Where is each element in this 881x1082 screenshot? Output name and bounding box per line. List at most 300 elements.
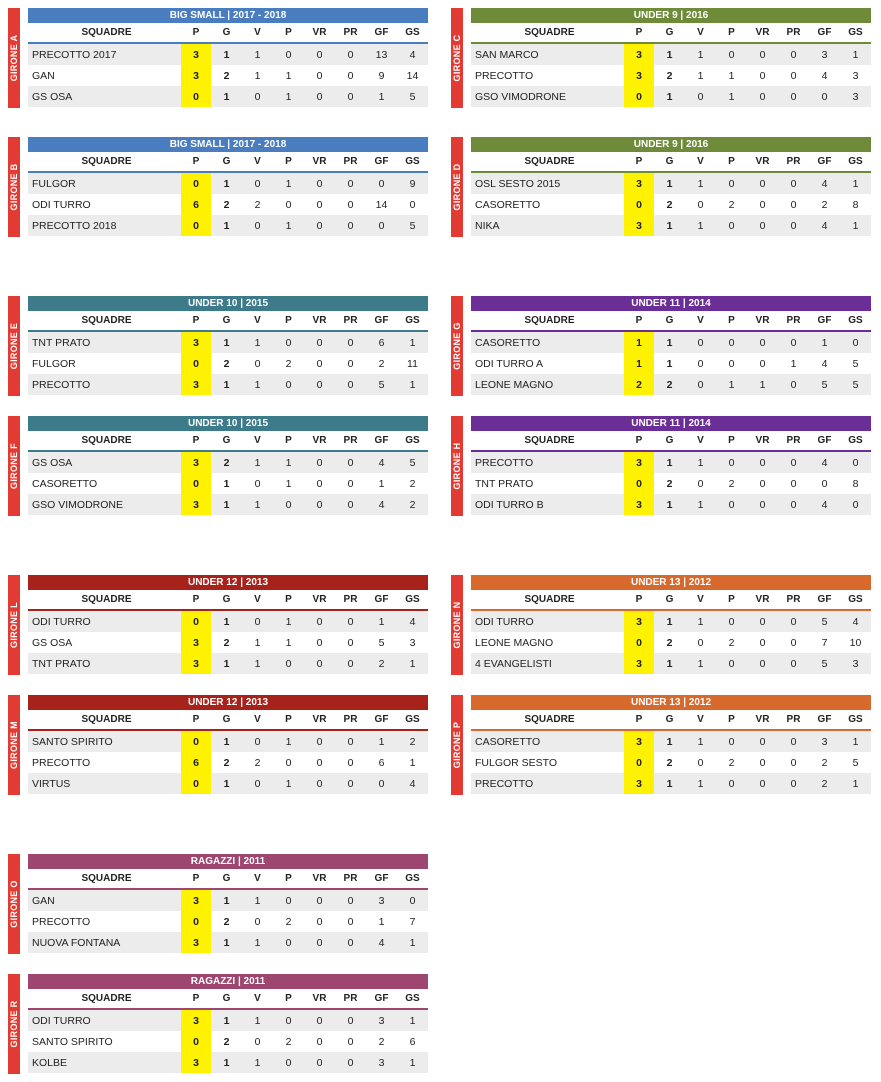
stat-cell: 0 bbox=[347, 378, 354, 391]
stat-cell: 1 bbox=[285, 69, 292, 82]
stat-cell: 4 bbox=[378, 498, 385, 511]
table-title: UNDER 9 | 2016 bbox=[471, 137, 871, 152]
stat-cell: 0 bbox=[759, 48, 766, 61]
team-name: PRECOTTO bbox=[475, 456, 534, 469]
column-header: V bbox=[697, 594, 704, 605]
stat-cell: 2 bbox=[409, 735, 416, 748]
standings-group bbox=[451, 416, 871, 516]
stat-cell: 0 bbox=[316, 69, 323, 82]
table-row bbox=[28, 215, 428, 236]
stat-cell: 0 bbox=[728, 615, 735, 628]
stat-cell: 0 bbox=[697, 378, 704, 391]
stat-cell: 0 bbox=[759, 90, 766, 103]
standings-group bbox=[8, 416, 428, 516]
standings-table bbox=[471, 416, 871, 515]
column-header: GS bbox=[405, 714, 420, 725]
stat-cell: 0 bbox=[790, 498, 797, 511]
stat-cell: 0 bbox=[254, 915, 261, 928]
points-cell bbox=[181, 215, 211, 236]
stat-cell: 4 bbox=[378, 936, 385, 949]
stat-cell: 0 bbox=[790, 378, 797, 391]
games-played: 2 bbox=[223, 1035, 230, 1048]
header-row bbox=[28, 311, 428, 332]
points-value: 1 bbox=[624, 353, 654, 374]
team-name: CASORETTO bbox=[475, 198, 541, 211]
column-header: PR bbox=[343, 594, 358, 605]
standings-group bbox=[8, 8, 428, 108]
team-name: FULGOR SESTO bbox=[475, 756, 558, 769]
column-header: V bbox=[254, 435, 261, 446]
standings-table bbox=[471, 296, 871, 395]
games-played: 1 bbox=[666, 177, 673, 190]
column-header: GF bbox=[374, 594, 389, 605]
table-title: UNDER 12 | 2013 bbox=[28, 575, 428, 590]
stat-cell: 0 bbox=[254, 477, 261, 490]
stat-cell: 1 bbox=[697, 69, 704, 82]
games-played: 2 bbox=[223, 756, 230, 769]
column-header: GS bbox=[405, 315, 420, 326]
stat-cell: 0 bbox=[759, 357, 766, 370]
stat-cell: 0 bbox=[697, 756, 704, 769]
standings-table bbox=[28, 137, 428, 236]
column-header: P bbox=[192, 156, 200, 167]
column-header: P bbox=[635, 435, 643, 446]
column-header: PR bbox=[786, 315, 801, 326]
standings-group bbox=[451, 8, 871, 108]
points-value: 3 bbox=[624, 494, 654, 515]
stat-cell: 0 bbox=[347, 456, 354, 469]
stat-cell: 1 bbox=[409, 378, 416, 391]
stat-cell: 0 bbox=[759, 177, 766, 190]
games-played: 1 bbox=[666, 615, 673, 628]
team-name: ODI TURRO A bbox=[475, 357, 544, 370]
column-header: GS bbox=[405, 594, 420, 605]
points-value: 2 bbox=[624, 374, 654, 395]
points-value: 6 bbox=[181, 194, 211, 215]
column-header: V bbox=[254, 156, 261, 167]
points-value: 0 bbox=[181, 86, 211, 107]
stat-cell: 4 bbox=[821, 498, 828, 511]
table-row bbox=[28, 653, 428, 674]
stat-cell: 0 bbox=[347, 777, 354, 790]
stat-cell: 0 bbox=[254, 735, 261, 748]
points-value: 3 bbox=[624, 44, 654, 65]
girone-label bbox=[8, 137, 20, 237]
header-row bbox=[28, 710, 428, 731]
column-header: G bbox=[222, 435, 231, 446]
stat-cell: 2 bbox=[285, 915, 292, 928]
column-header: GF bbox=[374, 315, 389, 326]
stat-cell: 0 bbox=[285, 1056, 292, 1069]
team-name: ODI TURRO bbox=[32, 198, 91, 211]
stat-cell: 1 bbox=[378, 615, 385, 628]
points-value: 1 bbox=[624, 332, 654, 353]
stat-cell: 0 bbox=[728, 498, 735, 511]
column-header: G bbox=[665, 156, 674, 167]
column-header: GS bbox=[405, 27, 420, 38]
stat-cell: 0 bbox=[852, 456, 859, 469]
header-row bbox=[28, 989, 428, 1010]
standings-table bbox=[471, 137, 871, 236]
stat-cell: 0 bbox=[316, 657, 323, 670]
table-row bbox=[471, 194, 871, 215]
team-name: GS OSA bbox=[32, 90, 73, 103]
stat-cell: 0 bbox=[790, 657, 797, 670]
stat-cell: 0 bbox=[409, 198, 416, 211]
games-played: 1 bbox=[223, 90, 230, 103]
stat-cell: 1 bbox=[409, 1056, 416, 1069]
stat-cell: 0 bbox=[790, 69, 797, 82]
team-name: PRECOTTO 2018 bbox=[32, 219, 117, 232]
games-played: 1 bbox=[666, 735, 673, 748]
column-header: GS bbox=[848, 594, 863, 605]
games-played: 2 bbox=[666, 69, 673, 82]
table-row bbox=[28, 932, 428, 953]
stat-cell: 0 bbox=[347, 915, 354, 928]
column-header: P bbox=[192, 435, 200, 446]
column-header: PR bbox=[786, 27, 801, 38]
stat-cell: 1 bbox=[378, 477, 385, 490]
points-cell bbox=[181, 731, 211, 752]
stat-cell: 1 bbox=[254, 378, 261, 391]
column-header: SQUADRE bbox=[81, 156, 132, 167]
table-title: RAGAZZI | 2011 bbox=[28, 974, 428, 989]
points-value: 0 bbox=[181, 773, 211, 794]
column-header: P bbox=[728, 315, 735, 326]
table-title: BIG SMALL | 2017 - 2018 bbox=[28, 8, 428, 23]
points-value: 3 bbox=[181, 374, 211, 395]
stat-cell: 0 bbox=[285, 756, 292, 769]
points-cell bbox=[181, 752, 211, 773]
stat-cell: 1 bbox=[254, 1056, 261, 1069]
girone-label-text: GIRONE M bbox=[9, 721, 19, 769]
column-header: P bbox=[728, 594, 735, 605]
table-row bbox=[28, 353, 428, 374]
stat-cell: 0 bbox=[728, 357, 735, 370]
stat-cell: 2 bbox=[728, 636, 735, 649]
column-header: VR bbox=[312, 27, 327, 38]
stat-cell: 0 bbox=[347, 177, 354, 190]
column-header: G bbox=[222, 993, 231, 1004]
games-played: 1 bbox=[223, 735, 230, 748]
girone-label bbox=[451, 575, 463, 675]
header-row bbox=[28, 590, 428, 611]
stat-cell: 14 bbox=[375, 198, 388, 211]
column-header: VR bbox=[755, 156, 770, 167]
table-row bbox=[471, 215, 871, 236]
column-header: P bbox=[285, 594, 292, 605]
team-name: CASORETTO bbox=[475, 336, 541, 349]
games-played: 1 bbox=[223, 477, 230, 490]
column-header: SQUADRE bbox=[81, 993, 132, 1004]
stat-cell: 1 bbox=[409, 657, 416, 670]
header-row bbox=[471, 710, 871, 731]
girone-label bbox=[8, 854, 20, 954]
stat-cell: 1 bbox=[728, 90, 735, 103]
stat-cell: 1 bbox=[254, 48, 261, 61]
stat-cell: 0 bbox=[697, 357, 704, 370]
points-value: 3 bbox=[181, 932, 211, 953]
stat-cell: 0 bbox=[347, 498, 354, 511]
header-row bbox=[28, 23, 428, 44]
points-cell bbox=[181, 374, 211, 395]
girone-label-text: GIRONE D bbox=[452, 163, 462, 211]
column-header: PR bbox=[786, 714, 801, 725]
games-played: 2 bbox=[223, 69, 230, 82]
stat-cell: 1 bbox=[285, 219, 292, 232]
header-row bbox=[471, 311, 871, 332]
points-value: 3 bbox=[624, 611, 654, 632]
column-header: G bbox=[665, 435, 674, 446]
table-row bbox=[471, 611, 871, 632]
table-title: BIG SMALL | 2017 - 2018 bbox=[28, 137, 428, 152]
stat-cell: 1 bbox=[254, 657, 261, 670]
table-title: UNDER 9 | 2016 bbox=[471, 8, 871, 23]
table-row bbox=[28, 194, 428, 215]
games-played: 1 bbox=[223, 777, 230, 790]
stat-cell: 1 bbox=[728, 378, 735, 391]
table-row bbox=[28, 911, 428, 932]
column-header: V bbox=[697, 156, 704, 167]
stat-cell: 2 bbox=[285, 1035, 292, 1048]
column-header: P bbox=[635, 315, 643, 326]
stat-cell: 6 bbox=[378, 756, 385, 769]
stat-cell: 0 bbox=[728, 336, 735, 349]
column-header: SQUADRE bbox=[524, 27, 575, 38]
stat-cell: 0 bbox=[254, 177, 261, 190]
column-header: VR bbox=[755, 714, 770, 725]
team-name: SANTO SPIRITO bbox=[32, 1035, 113, 1048]
standings-group bbox=[8, 974, 428, 1074]
column-header: GF bbox=[817, 594, 832, 605]
stat-cell: 1 bbox=[728, 69, 735, 82]
stat-cell: 3 bbox=[409, 636, 416, 649]
table-title: UNDER 12 | 2013 bbox=[28, 695, 428, 710]
games-played: 2 bbox=[666, 477, 673, 490]
points-value: 6 bbox=[181, 752, 211, 773]
stat-cell: 5 bbox=[409, 219, 416, 232]
stat-cell: 0 bbox=[316, 48, 323, 61]
games-played: 2 bbox=[666, 636, 673, 649]
stat-cell: 0 bbox=[409, 894, 416, 907]
table-row bbox=[471, 173, 871, 194]
stat-cell: 1 bbox=[285, 477, 292, 490]
stat-cell: 0 bbox=[759, 615, 766, 628]
stat-cell: 8 bbox=[852, 198, 859, 211]
stat-cell: 0 bbox=[347, 69, 354, 82]
stat-cell: 0 bbox=[254, 615, 261, 628]
column-header: P bbox=[728, 156, 735, 167]
points-cell bbox=[181, 332, 211, 353]
column-header: P bbox=[728, 435, 735, 446]
column-header: PR bbox=[343, 435, 358, 446]
table-row bbox=[28, 632, 428, 653]
header-row bbox=[471, 431, 871, 452]
column-header: P bbox=[285, 993, 292, 1004]
stat-cell: 1 bbox=[790, 357, 797, 370]
team-name: TNT PRATO bbox=[32, 336, 91, 349]
stat-cell: 0 bbox=[790, 198, 797, 211]
points-value: 0 bbox=[181, 173, 211, 194]
stat-cell: 4 bbox=[409, 48, 416, 61]
stat-cell: 1 bbox=[852, 777, 859, 790]
stat-cell: 5 bbox=[378, 378, 385, 391]
column-header: P bbox=[635, 156, 643, 167]
column-header: VR bbox=[312, 993, 327, 1004]
stat-cell: 0 bbox=[790, 90, 797, 103]
team-name: PRECOTTO bbox=[475, 69, 534, 82]
team-name: KOLBE bbox=[32, 1056, 68, 1069]
stat-cell: 1 bbox=[697, 177, 704, 190]
games-played: 2 bbox=[223, 915, 230, 928]
games-played: 2 bbox=[223, 636, 230, 649]
games-played: 1 bbox=[223, 498, 230, 511]
stat-cell: 0 bbox=[316, 456, 323, 469]
stat-cell: 0 bbox=[285, 198, 292, 211]
stat-cell: 3 bbox=[852, 90, 859, 103]
team-name: CASORETTO bbox=[475, 735, 541, 748]
table-row bbox=[28, 1010, 428, 1031]
team-name: LEONE MAGNO bbox=[475, 636, 554, 649]
stat-cell: 1 bbox=[409, 936, 416, 949]
column-header: GF bbox=[374, 435, 389, 446]
table-title: UNDER 10 | 2015 bbox=[28, 416, 428, 431]
stat-cell: 13 bbox=[375, 48, 388, 61]
stat-cell: 0 bbox=[316, 777, 323, 790]
standings-table bbox=[471, 8, 871, 107]
standings-table bbox=[471, 695, 871, 794]
games-played: 1 bbox=[666, 336, 673, 349]
stat-cell: 1 bbox=[852, 48, 859, 61]
column-header: GF bbox=[817, 156, 832, 167]
team-name: TNT PRATO bbox=[475, 477, 534, 490]
table-title: UNDER 10 | 2015 bbox=[28, 296, 428, 311]
table-row bbox=[471, 86, 871, 107]
standings-table bbox=[28, 416, 428, 515]
points-cell bbox=[624, 632, 654, 653]
stat-cell: 3 bbox=[378, 1056, 385, 1069]
games-played: 1 bbox=[223, 48, 230, 61]
column-header: G bbox=[222, 714, 231, 725]
stat-cell: 0 bbox=[316, 357, 323, 370]
stat-cell: 2 bbox=[378, 657, 385, 670]
stat-cell: 0 bbox=[316, 615, 323, 628]
stat-cell: 10 bbox=[849, 636, 862, 649]
stat-cell: 7 bbox=[821, 636, 828, 649]
column-header: GS bbox=[405, 435, 420, 446]
stat-cell: 0 bbox=[759, 477, 766, 490]
stat-cell: 2 bbox=[728, 198, 735, 211]
table-title: UNDER 11 | 2014 bbox=[471, 416, 871, 431]
stat-cell: 1 bbox=[285, 90, 292, 103]
column-header: P bbox=[192, 714, 200, 725]
team-name: VIRTUS bbox=[32, 777, 71, 790]
points-cell bbox=[181, 1010, 211, 1031]
stat-cell: 2 bbox=[409, 498, 416, 511]
stat-cell: 1 bbox=[697, 48, 704, 61]
column-header: V bbox=[254, 714, 261, 725]
column-header: G bbox=[665, 315, 674, 326]
points-cell bbox=[181, 194, 211, 215]
column-header: G bbox=[665, 27, 674, 38]
games-played: 1 bbox=[666, 219, 673, 232]
column-header: G bbox=[222, 156, 231, 167]
points-value: 3 bbox=[181, 653, 211, 674]
column-header: P bbox=[635, 594, 643, 605]
stat-cell: 0 bbox=[790, 615, 797, 628]
stat-cell: 0 bbox=[285, 378, 292, 391]
stat-cell: 1 bbox=[254, 636, 261, 649]
points-cell bbox=[624, 374, 654, 395]
games-played: 1 bbox=[666, 90, 673, 103]
team-name: ODI TURRO bbox=[32, 1014, 91, 1027]
column-header: VR bbox=[312, 714, 327, 725]
stat-cell: 5 bbox=[852, 378, 859, 391]
games-played: 1 bbox=[666, 657, 673, 670]
girone-label-text: GIRONE R bbox=[9, 1000, 19, 1048]
team-name: SAN MARCO bbox=[475, 48, 539, 61]
stat-cell: 0 bbox=[728, 48, 735, 61]
column-header: GF bbox=[374, 27, 389, 38]
table-row bbox=[28, 332, 428, 353]
stat-cell: 2 bbox=[409, 477, 416, 490]
column-header: P bbox=[285, 714, 292, 725]
column-header: VR bbox=[312, 594, 327, 605]
stat-cell: 0 bbox=[347, 357, 354, 370]
stat-cell: 0 bbox=[697, 636, 704, 649]
table-row bbox=[471, 731, 871, 752]
stat-cell: 0 bbox=[316, 477, 323, 490]
stat-cell: 0 bbox=[697, 477, 704, 490]
points-cell bbox=[181, 44, 211, 65]
table-row bbox=[28, 86, 428, 107]
standings-table bbox=[28, 974, 428, 1073]
stat-cell: 0 bbox=[316, 336, 323, 349]
girone-label-text: GIRONE N bbox=[452, 601, 462, 649]
column-header: PR bbox=[786, 594, 801, 605]
stat-cell: 0 bbox=[316, 378, 323, 391]
standings-table bbox=[28, 695, 428, 794]
table-row bbox=[471, 752, 871, 773]
points-cell bbox=[181, 653, 211, 674]
stat-cell: 0 bbox=[316, 1035, 323, 1048]
stat-cell: 2 bbox=[378, 1035, 385, 1048]
points-value: 3 bbox=[181, 1052, 211, 1073]
points-value: 3 bbox=[181, 65, 211, 86]
points-value: 0 bbox=[624, 752, 654, 773]
table-row bbox=[28, 494, 428, 515]
girone-label bbox=[8, 695, 20, 795]
points-cell bbox=[181, 1052, 211, 1073]
column-header: G bbox=[222, 315, 231, 326]
column-header: P bbox=[635, 714, 643, 725]
table-title: UNDER 11 | 2014 bbox=[471, 296, 871, 311]
standings-group bbox=[8, 296, 428, 396]
column-header: P bbox=[728, 714, 735, 725]
stat-cell: 2 bbox=[728, 477, 735, 490]
stat-cell: 0 bbox=[790, 177, 797, 190]
stat-cell: 0 bbox=[697, 90, 704, 103]
table-row bbox=[471, 773, 871, 794]
stat-cell: 4 bbox=[821, 177, 828, 190]
stat-cell: 0 bbox=[285, 894, 292, 907]
points-cell bbox=[181, 494, 211, 515]
column-header: GS bbox=[405, 873, 420, 884]
stat-cell: 9 bbox=[409, 177, 416, 190]
games-played: 1 bbox=[666, 357, 673, 370]
column-header: P bbox=[635, 27, 643, 38]
column-header: V bbox=[697, 315, 704, 326]
